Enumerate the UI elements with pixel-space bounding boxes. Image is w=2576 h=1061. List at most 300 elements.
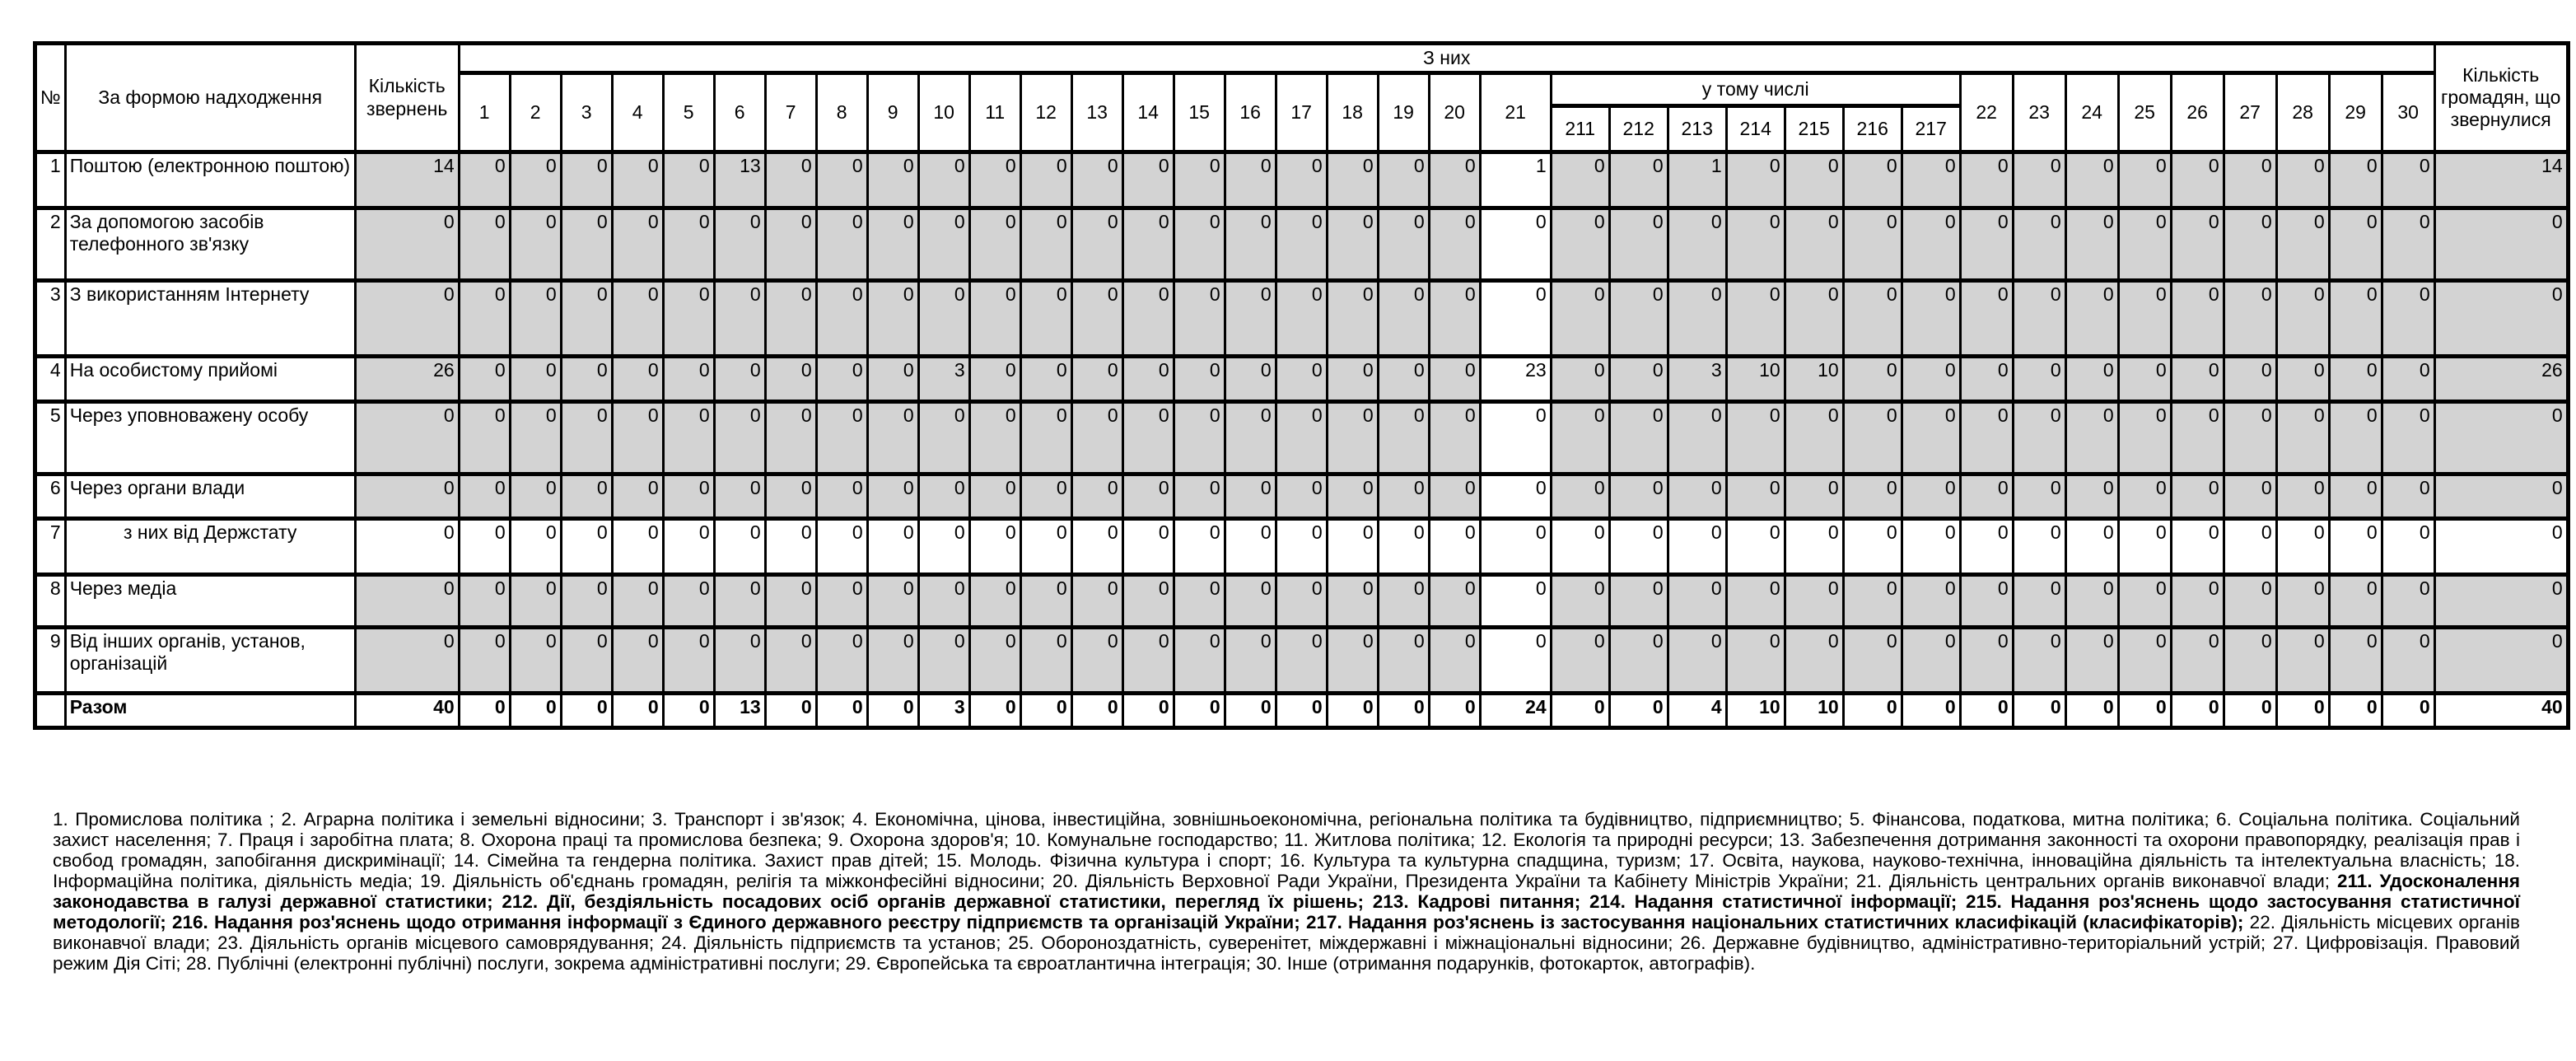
value-cell-col2: 0 (510, 152, 561, 208)
row-label-cell: Через уповноважену особу (65, 402, 355, 474)
value-cell-col215: 10 (1785, 694, 1843, 728)
row-label-cell: З використанням Інтернету (65, 281, 355, 357)
value-cell-col26: 0 (2171, 519, 2224, 575)
value-cell-col26: 0 (2171, 402, 2224, 474)
value-cell-col24: 0 (2065, 357, 2118, 402)
value-cell-col217: 0 (1902, 152, 1960, 208)
value-cell-col14: 0 (1122, 208, 1174, 281)
value-cell-col18: 0 (1327, 519, 1378, 575)
header-row-top (35, 44, 2569, 73)
value-cell-col16: 0 (1225, 152, 1276, 208)
value-cell-col6: 0 (714, 281, 765, 357)
row-number-cell: 7 (35, 519, 66, 575)
value-cell-col212: 0 (1609, 208, 1668, 281)
value-cell-col12: 0 (1020, 519, 1071, 575)
value-cell-col4: 0 (612, 357, 663, 402)
value-cell-col22: 0 (1960, 402, 2013, 474)
value-cell-col27: 0 (2224, 575, 2276, 628)
value-cell-col17: 0 (1276, 575, 1327, 628)
value-cell-col10: 0 (918, 474, 969, 519)
value-cell-col25: 0 (2118, 519, 2171, 575)
value-cell-col28: 0 (2276, 575, 2329, 628)
value-cell-col7: 0 (765, 628, 816, 694)
value-cell-col18: 0 (1327, 357, 1378, 402)
value-cell-col1: 0 (459, 474, 510, 519)
value-cell-col3: 0 (561, 402, 612, 474)
col-header-of-them: З них (459, 44, 2434, 73)
value-cell-col20: 0 (1429, 152, 1480, 208)
value-cell-col213: 0 (1668, 281, 1726, 357)
value-cell-col24: 0 (2065, 402, 2118, 474)
value-cell-col21: 0 (1480, 208, 1551, 281)
col-header-15: 15 (1174, 73, 1225, 152)
value-cell-col20: 0 (1429, 357, 1480, 402)
value-cell-col7: 0 (765, 281, 816, 357)
count-cell: 40 (355, 694, 459, 728)
value-cell-col215: 0 (1785, 474, 1843, 519)
col-header-27: 27 (2224, 73, 2276, 152)
value-cell-col19: 0 (1378, 694, 1429, 728)
count-cell: 26 (355, 357, 459, 402)
value-cell-col23: 0 (2013, 519, 2065, 575)
col-header-19: 19 (1378, 73, 1429, 152)
value-cell-col18: 0 (1327, 208, 1378, 281)
value-cell-col17: 0 (1276, 694, 1327, 728)
col-header-5: 5 (663, 73, 714, 152)
value-cell-col20: 0 (1429, 519, 1480, 575)
value-cell-col1: 0 (459, 628, 510, 694)
value-cell-col8: 0 (816, 575, 867, 628)
col-header-23: 23 (2013, 73, 2065, 152)
value-cell-col10: 3 (918, 357, 969, 402)
value-cell-col4: 0 (612, 628, 663, 694)
value-cell-col5: 0 (663, 628, 714, 694)
value-cell-col11: 0 (969, 357, 1020, 402)
value-cell-col24: 0 (2065, 694, 2118, 728)
value-cell-col8: 0 (816, 519, 867, 575)
value-cell-col28: 0 (2276, 208, 2329, 281)
value-cell-col22: 0 (1960, 628, 2013, 694)
col-header-1: 1 (459, 73, 510, 152)
value-cell-col215: 0 (1785, 575, 1843, 628)
citizens-cell: 40 (2434, 694, 2568, 728)
value-cell-col211: 0 (1551, 575, 1609, 628)
value-cell-col30: 0 (2382, 474, 2434, 519)
value-cell-col15: 0 (1174, 694, 1225, 728)
value-cell-col19: 0 (1378, 575, 1429, 628)
row-number-cell: 9 (35, 628, 66, 694)
value-cell-col5: 0 (663, 152, 714, 208)
value-cell-col212: 0 (1609, 474, 1668, 519)
value-cell-col211: 0 (1551, 281, 1609, 357)
value-cell-col2: 0 (510, 208, 561, 281)
value-cell-col27: 0 (2224, 152, 2276, 208)
value-cell-col14: 0 (1122, 694, 1174, 728)
value-cell-col5: 0 (663, 474, 714, 519)
value-cell-col14: 0 (1122, 402, 1174, 474)
footnote-part2-bold: 211. Удосконалення законодавства в галузі державної статистики; 212. Дії, бездіяльність посадових осіб органів державної статистики, перегляд їх рішень; 213. Кадрові питання; 214. Надання статистичної інформації; 215. Надання роз'яснень щодо застосування статистичної методології; 216. Надання роз'яснень щодо отримання інформації з Єдиного державного реєстру підприємств та організацій України; 217. Надання роз'яснень із застосування національних статистичних класифікацій (класифікаторів); (53, 871, 2520, 932)
value-cell-col13: 0 (1071, 519, 1122, 575)
value-cell-col30: 0 (2382, 575, 2434, 628)
value-cell-col214: 0 (1726, 208, 1785, 281)
value-cell-col23: 0 (2013, 575, 2065, 628)
value-cell-col213: 4 (1668, 694, 1726, 728)
value-cell-col18: 0 (1327, 281, 1378, 357)
value-cell-col3: 0 (561, 281, 612, 357)
row-number-cell: 1 (35, 152, 66, 208)
value-cell-col3: 0 (561, 575, 612, 628)
value-cell-col214: 10 (1726, 357, 1785, 402)
col-header-form: За формою надходження (65, 44, 355, 152)
value-cell-col27: 0 (2224, 402, 2276, 474)
value-cell-col1: 0 (459, 694, 510, 728)
value-cell-col27: 0 (2224, 281, 2276, 357)
value-cell-col215: 0 (1785, 519, 1843, 575)
value-cell-col214: 0 (1726, 575, 1785, 628)
value-cell-col21: 0 (1480, 575, 1551, 628)
value-cell-col21: 0 (1480, 474, 1551, 519)
value-cell-col23: 0 (2013, 694, 2065, 728)
col-header-11: 11 (969, 73, 1020, 152)
value-cell-col25: 0 (2118, 628, 2171, 694)
value-cell-col7: 0 (765, 474, 816, 519)
value-cell-col23: 0 (2013, 208, 2065, 281)
value-cell-col16: 0 (1225, 628, 1276, 694)
value-cell-col30: 0 (2382, 152, 2434, 208)
table-row (35, 519, 2569, 575)
col-header-22: 22 (1960, 73, 2013, 152)
value-cell-col213: 0 (1668, 575, 1726, 628)
value-cell-col25: 0 (2118, 152, 2171, 208)
value-cell-col28: 0 (2276, 357, 2329, 402)
value-cell-col217: 0 (1902, 402, 1960, 474)
value-cell-col4: 0 (612, 694, 663, 728)
row-number-cell: 8 (35, 575, 66, 628)
table-row (35, 575, 2569, 628)
value-cell-col14: 0 (1122, 281, 1174, 357)
value-cell-col5: 0 (663, 694, 714, 728)
value-cell-col9: 0 (867, 474, 918, 519)
value-cell-col10: 0 (918, 281, 969, 357)
col-header-citizens: Кількість громадян, що звернулися (2434, 44, 2568, 152)
citizens-cell: 0 (2434, 519, 2568, 575)
value-cell-col21: 0 (1480, 402, 1551, 474)
value-cell-col211: 0 (1551, 402, 1609, 474)
value-cell-col12: 0 (1020, 628, 1071, 694)
value-cell-col23: 0 (2013, 357, 2065, 402)
citizens-cell: 0 (2434, 281, 2568, 357)
value-cell-col27: 0 (2224, 474, 2276, 519)
value-cell-col216: 0 (1843, 208, 1902, 281)
value-cell-col214: 0 (1726, 628, 1785, 694)
value-cell-col215: 0 (1785, 152, 1843, 208)
value-cell-col216: 0 (1843, 357, 1902, 402)
value-cell-col11: 0 (969, 474, 1020, 519)
value-cell-col24: 0 (2065, 628, 2118, 694)
citizens-cell: 0 (2434, 474, 2568, 519)
col-header-count: Кількість звернень (355, 44, 459, 152)
value-cell-col16: 0 (1225, 208, 1276, 281)
value-cell-col18: 0 (1327, 628, 1378, 694)
value-cell-col8: 0 (816, 152, 867, 208)
col-header-214: 214 (1726, 106, 1785, 152)
value-cell-col14: 0 (1122, 357, 1174, 402)
value-cell-col216: 0 (1843, 402, 1902, 474)
value-cell-col212: 0 (1609, 519, 1668, 575)
value-cell-col215: 0 (1785, 208, 1843, 281)
value-cell-col29: 0 (2329, 575, 2382, 628)
value-cell-col27: 0 (2224, 357, 2276, 402)
value-cell-col4: 0 (612, 474, 663, 519)
col-header-3: 3 (561, 73, 612, 152)
value-cell-col22: 0 (1960, 519, 2013, 575)
table-row (35, 474, 2569, 519)
value-cell-col13: 0 (1071, 208, 1122, 281)
value-cell-col211: 0 (1551, 628, 1609, 694)
value-cell-col9: 0 (867, 519, 918, 575)
value-cell-col216: 0 (1843, 519, 1902, 575)
col-header-213: 213 (1668, 106, 1726, 152)
value-cell-col211: 0 (1551, 208, 1609, 281)
value-cell-col26: 0 (2171, 208, 2224, 281)
value-cell-col16: 0 (1225, 281, 1276, 357)
value-cell-col9: 0 (867, 357, 918, 402)
value-cell-col18: 0 (1327, 152, 1378, 208)
value-cell-col9: 0 (867, 694, 918, 728)
value-cell-col211: 0 (1551, 519, 1609, 575)
value-cell-col19: 0 (1378, 208, 1429, 281)
value-cell-col13: 0 (1071, 402, 1122, 474)
value-cell-col213: 0 (1668, 519, 1726, 575)
value-cell-col17: 0 (1276, 152, 1327, 208)
value-cell-col23: 0 (2013, 402, 2065, 474)
col-header-8: 8 (816, 73, 867, 152)
value-cell-col216: 0 (1843, 694, 1902, 728)
value-cell-col30: 0 (2382, 357, 2434, 402)
value-cell-col26: 0 (2171, 628, 2224, 694)
value-cell-col23: 0 (2013, 628, 2065, 694)
value-cell-col10: 3 (918, 694, 969, 728)
value-cell-col216: 0 (1843, 474, 1902, 519)
value-cell-col20: 0 (1429, 575, 1480, 628)
col-header-17: 17 (1276, 73, 1327, 152)
value-cell-col24: 0 (2065, 152, 2118, 208)
row-label-cell: Від інших органів, установ, організацій (65, 628, 355, 694)
value-cell-col3: 0 (561, 519, 612, 575)
value-cell-col11: 0 (969, 694, 1020, 728)
value-cell-col23: 0 (2013, 474, 2065, 519)
value-cell-col212: 0 (1609, 357, 1668, 402)
value-cell-col29: 0 (2329, 694, 2382, 728)
value-cell-col29: 0 (2329, 357, 2382, 402)
value-cell-col7: 0 (765, 357, 816, 402)
value-cell-col21: 23 (1480, 357, 1551, 402)
value-cell-col10: 0 (918, 152, 969, 208)
value-cell-col15: 0 (1174, 281, 1225, 357)
value-cell-col19: 0 (1378, 402, 1429, 474)
value-cell-col30: 0 (2382, 402, 2434, 474)
value-cell-col6: 13 (714, 152, 765, 208)
count-cell: 0 (355, 474, 459, 519)
value-cell-col8: 0 (816, 628, 867, 694)
value-cell-col25: 0 (2118, 694, 2171, 728)
value-cell-col12: 0 (1020, 694, 1071, 728)
value-cell-col11: 0 (969, 208, 1020, 281)
value-cell-col30: 0 (2382, 694, 2434, 728)
value-cell-col9: 0 (867, 281, 918, 357)
value-cell-col16: 0 (1225, 357, 1276, 402)
row-label-cell: Разом (65, 694, 355, 728)
value-cell-col15: 0 (1174, 208, 1225, 281)
col-header-4: 4 (612, 73, 663, 152)
value-cell-col20: 0 (1429, 402, 1480, 474)
value-cell-col9: 0 (867, 208, 918, 281)
value-cell-col14: 0 (1122, 474, 1174, 519)
row-number-cell: 5 (35, 402, 66, 474)
value-cell-col217: 0 (1902, 281, 1960, 357)
value-cell-col5: 0 (663, 402, 714, 474)
count-cell: 0 (355, 402, 459, 474)
value-cell-col16: 0 (1225, 402, 1276, 474)
value-cell-col28: 0 (2276, 628, 2329, 694)
value-cell-col217: 0 (1902, 208, 1960, 281)
col-header-num: № (35, 44, 66, 152)
value-cell-col29: 0 (2329, 281, 2382, 357)
value-cell-col29: 0 (2329, 208, 2382, 281)
value-cell-col19: 0 (1378, 281, 1429, 357)
value-cell-col15: 0 (1174, 519, 1225, 575)
value-cell-col18: 0 (1327, 402, 1378, 474)
col-header-216: 216 (1843, 106, 1902, 152)
value-cell-col8: 0 (816, 357, 867, 402)
value-cell-col7: 0 (765, 575, 816, 628)
value-cell-col13: 0 (1071, 694, 1122, 728)
value-cell-col12: 0 (1020, 208, 1071, 281)
col-header-20: 20 (1429, 73, 1480, 152)
value-cell-col30: 0 (2382, 208, 2434, 281)
table-row (35, 357, 2569, 402)
col-header-10: 10 (918, 73, 969, 152)
value-cell-col11: 0 (969, 575, 1020, 628)
value-cell-col6: 0 (714, 628, 765, 694)
value-cell-col24: 0 (2065, 519, 2118, 575)
value-cell-col20: 0 (1429, 474, 1480, 519)
value-cell-col27: 0 (2224, 694, 2276, 728)
value-cell-col23: 0 (2013, 152, 2065, 208)
value-cell-col15: 0 (1174, 402, 1225, 474)
value-cell-col14: 0 (1122, 575, 1174, 628)
citizens-cell: 26 (2434, 357, 2568, 402)
col-header-including: у тому числі (1551, 73, 1960, 106)
row-number-cell (35, 694, 66, 728)
footnote-legend (53, 809, 2520, 974)
value-cell-col2: 0 (510, 628, 561, 694)
value-cell-col14: 0 (1122, 628, 1174, 694)
value-cell-col216: 0 (1843, 281, 1902, 357)
value-cell-col216: 0 (1843, 628, 1902, 694)
value-cell-col17: 0 (1276, 357, 1327, 402)
table-row (35, 402, 2569, 474)
value-cell-col5: 0 (663, 519, 714, 575)
value-cell-col13: 0 (1071, 628, 1122, 694)
value-cell-col17: 0 (1276, 402, 1327, 474)
value-cell-col13: 0 (1071, 575, 1122, 628)
value-cell-col7: 0 (765, 694, 816, 728)
value-cell-col17: 0 (1276, 281, 1327, 357)
value-cell-col16: 0 (1225, 519, 1276, 575)
value-cell-col19: 0 (1378, 357, 1429, 402)
value-cell-col29: 0 (2329, 519, 2382, 575)
citizens-cell: 0 (2434, 208, 2568, 281)
value-cell-col21: 0 (1480, 628, 1551, 694)
value-cell-col2: 0 (510, 402, 561, 474)
col-header-2: 2 (510, 73, 561, 152)
value-cell-col3: 0 (561, 628, 612, 694)
value-cell-col217: 0 (1902, 357, 1960, 402)
value-cell-col7: 0 (765, 208, 816, 281)
value-cell-col16: 0 (1225, 694, 1276, 728)
value-cell-col4: 0 (612, 575, 663, 628)
value-cell-col4: 0 (612, 281, 663, 357)
value-cell-col1: 0 (459, 357, 510, 402)
col-header-217: 217 (1902, 106, 1960, 152)
value-cell-col22: 0 (1960, 357, 2013, 402)
row-label-cell: з них від Держстату (65, 519, 355, 575)
value-cell-col9: 0 (867, 575, 918, 628)
value-cell-col6: 13 (714, 694, 765, 728)
value-cell-col4: 0 (612, 402, 663, 474)
value-cell-col19: 0 (1378, 474, 1429, 519)
value-cell-col25: 0 (2118, 208, 2171, 281)
value-cell-col10: 0 (918, 402, 969, 474)
value-cell-col3: 0 (561, 357, 612, 402)
value-cell-col28: 0 (2276, 694, 2329, 728)
value-cell-col21: 1 (1480, 152, 1551, 208)
value-cell-col216: 0 (1843, 152, 1902, 208)
value-cell-col211: 0 (1551, 694, 1609, 728)
value-cell-col28: 0 (2276, 281, 2329, 357)
value-cell-col29: 0 (2329, 402, 2382, 474)
value-cell-col11: 0 (969, 152, 1020, 208)
value-cell-col11: 0 (969, 628, 1020, 694)
value-cell-col6: 0 (714, 357, 765, 402)
value-cell-col22: 0 (1960, 694, 2013, 728)
value-cell-col19: 0 (1378, 519, 1429, 575)
col-header-212: 212 (1609, 106, 1668, 152)
value-cell-col212: 0 (1609, 281, 1668, 357)
value-cell-col21: 0 (1480, 281, 1551, 357)
value-cell-col26: 0 (2171, 694, 2224, 728)
value-cell-col213: 0 (1668, 402, 1726, 474)
value-cell-col9: 0 (867, 628, 918, 694)
value-cell-col14: 0 (1122, 519, 1174, 575)
value-cell-col215: 0 (1785, 281, 1843, 357)
value-cell-col6: 0 (714, 208, 765, 281)
value-cell-col30: 0 (2382, 281, 2434, 357)
value-cell-col214: 0 (1726, 519, 1785, 575)
row-label-cell: За допомогою засобів телефонного зв'язку (65, 208, 355, 281)
value-cell-col5: 0 (663, 281, 714, 357)
value-cell-col214: 0 (1726, 474, 1785, 519)
value-cell-col15: 0 (1174, 152, 1225, 208)
value-cell-col16: 0 (1225, 474, 1276, 519)
value-cell-col18: 0 (1327, 694, 1378, 728)
row-number-cell: 2 (35, 208, 66, 281)
value-cell-col211: 0 (1551, 152, 1609, 208)
value-cell-col1: 0 (459, 152, 510, 208)
row-number-cell: 4 (35, 357, 66, 402)
value-cell-col9: 0 (867, 402, 918, 474)
